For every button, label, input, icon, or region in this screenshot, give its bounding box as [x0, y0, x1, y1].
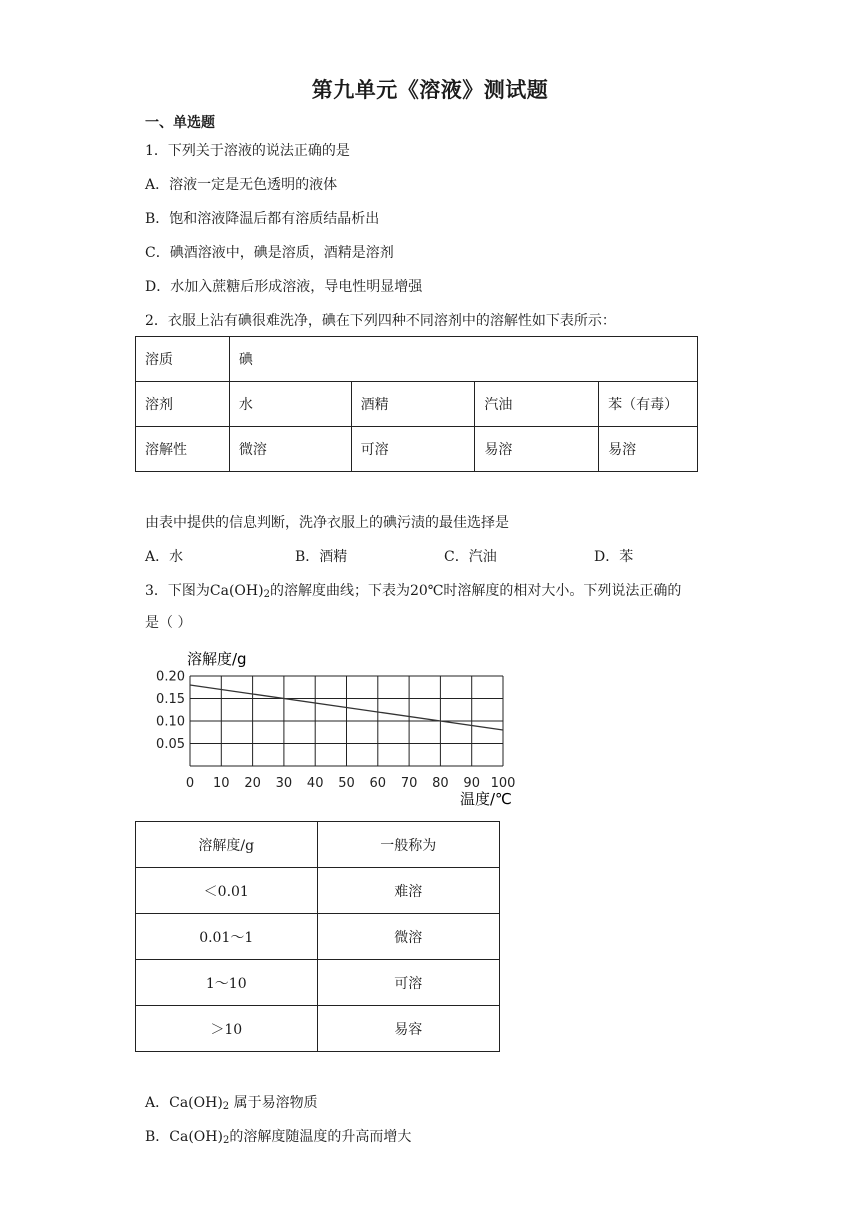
question-3-stem — [145, 581, 681, 601]
x-tick-label: 90 — [463, 776, 480, 791]
table-cell: 碘 — [229, 337, 697, 382]
table-cell: 易溶 — [599, 427, 698, 472]
chart-grid — [190, 676, 503, 766]
table-cell: 溶解性 — [136, 427, 230, 472]
table-cell: ＞10 — [136, 1006, 318, 1052]
table-cell: 可溶 — [351, 427, 475, 472]
table-cell: 0.01～1 — [136, 914, 318, 960]
table-row — [136, 960, 500, 1006]
table-cell: 易容 — [317, 1006, 499, 1052]
table-cell: 可溶 — [317, 960, 499, 1006]
x-tick-label: 100 — [490, 776, 516, 791]
table-cell: 汽油 — [475, 382, 599, 427]
solubility-classification-table — [135, 821, 500, 1052]
question-1-option-b: B．饱和溶液降温后都有溶质结晶析出 — [145, 211, 380, 227]
question-1-option-a: A．溶液一定是无色透明的液体 — [145, 177, 338, 193]
question-1-option-d: D．水加入蔗糖后形成溶液，导电性明显增强 — [145, 279, 423, 295]
x-tick-label: 80 — [432, 776, 449, 791]
x-tick-label: 50 — [338, 776, 355, 791]
subscript: 2 — [222, 1101, 230, 1112]
table-row — [136, 868, 500, 914]
option-text: A．Ca(OH) — [145, 1095, 223, 1111]
table-row — [136, 382, 698, 427]
table-cell: 水 — [229, 382, 351, 427]
question-3-option-b — [145, 1127, 411, 1147]
table-cell: 溶质 — [136, 337, 230, 382]
table-row — [136, 914, 500, 960]
x-tick-label: 20 — [244, 776, 261, 791]
question-3-stem-part1: 3．下图为Ca(OH) — [145, 583, 264, 599]
solubility-curve-chart — [145, 645, 525, 810]
x-tick-label: 10 — [213, 776, 230, 791]
subscript: 2 — [263, 589, 270, 600]
table-row — [136, 822, 500, 868]
table-cell: 微溶 — [229, 427, 351, 472]
table-header-cell: 一般称为 — [317, 822, 499, 868]
x-tick-label: 30 — [275, 776, 293, 791]
question-2-option-d: D．苯 — [594, 549, 634, 565]
table-cell: 易溶 — [475, 427, 599, 472]
question-2-option-c: C．汽油 — [444, 549, 497, 565]
table-row — [136, 337, 698, 382]
x-tick-label: 40 — [306, 776, 324, 791]
x-tick-label: 60 — [369, 776, 387, 791]
y-tick-label: 0.10 — [156, 714, 185, 730]
table-cell: 难溶 — [317, 868, 499, 914]
table-cell: 1～10 — [136, 960, 318, 1006]
question-3-stem-line2: 是（ ） — [145, 615, 192, 631]
page-title: 第九单元《溶液》测试题 — [311, 78, 549, 102]
option-text: 的溶解度随温度的升高而增大 — [229, 1129, 412, 1145]
question-3-stem-part2: 的溶解度曲线；下表为20℃时溶解度的相对大小。下列说法正确的 — [269, 583, 682, 599]
y-tick-label: 0.20 — [156, 669, 185, 685]
table-cell: 微溶 — [317, 914, 499, 960]
iodine-solubility-table — [135, 336, 698, 472]
question-2-followup: 由表中提供的信息判断，洗净衣服上的碘污渍的最佳选择是 — [145, 515, 509, 531]
table-row — [136, 1006, 500, 1052]
x-tick-label: 70 — [400, 776, 418, 791]
question-2-stem: 2．衣服上沾有碘很难洗净，碘在下列四种不同溶剂中的溶解性如下表所示： — [145, 313, 616, 329]
question-1-option-c: C．碘酒溶液中，碘是溶质，酒精是溶剂 — [145, 245, 394, 261]
y-axis-label: 溶解度/g — [187, 650, 247, 668]
table-cell: 溶剂 — [136, 382, 230, 427]
table-cell: 苯（有毒） — [599, 382, 698, 427]
question-3-option-a — [145, 1093, 318, 1113]
option-text: B．Ca(OH) — [145, 1129, 223, 1145]
x-tick-label: 0 — [185, 776, 195, 791]
table-cell: ＜0.01 — [136, 868, 318, 914]
x-axis-label: 温度/℃ — [460, 790, 512, 808]
table-header-cell: 溶解度/g — [136, 822, 318, 868]
question-2-option-a: A．水 — [145, 549, 184, 565]
y-tick-label: 0.05 — [156, 737, 185, 752]
section-heading: 一、单选题 — [145, 115, 215, 131]
y-tick-label: 0.15 — [156, 692, 185, 707]
question-1-stem: 1．下列关于溶液的说法正确的是 — [145, 143, 350, 159]
option-text: 属于易溶物质 — [229, 1095, 318, 1111]
table-cell: 酒精 — [351, 382, 475, 427]
question-2-option-b: B．酒精 — [295, 549, 348, 565]
subscript: 2 — [222, 1135, 230, 1146]
table-row — [136, 427, 698, 472]
